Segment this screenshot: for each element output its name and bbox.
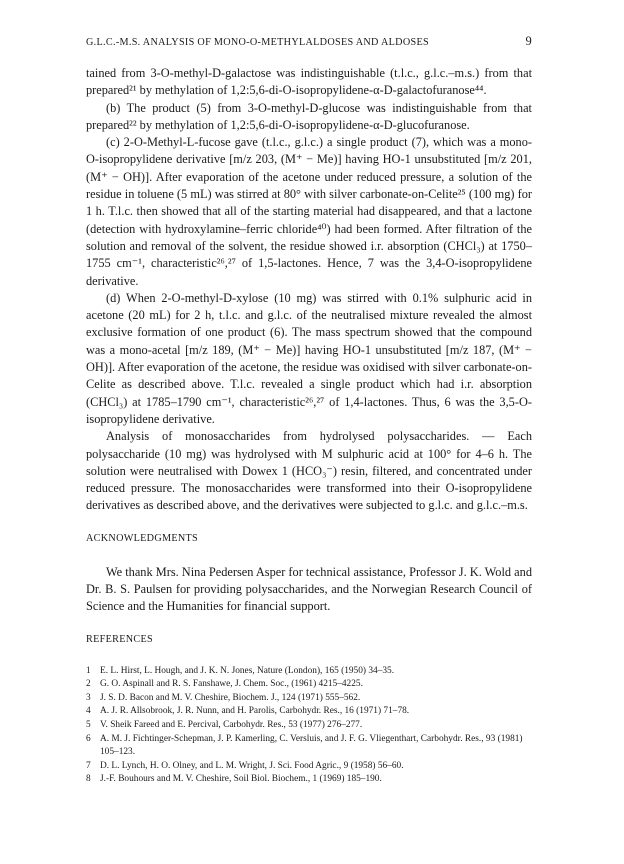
- reference-item: [86, 773, 532, 787]
- paragraph-continuation: tained from 3-O-methyl-D-galactose was indistinguishable (t.l.c., g.l.c.–m.s.) from that prepared²¹ by methylation of 1,2:5,6-di-O-isopropylidene-α-D-galactofuranose⁴⁴.: [86, 66, 532, 98]
- reference-item: [86, 692, 532, 706]
- reference-text: J. S. D. Bacon and M. V. Cheshire, Biochem. J., 124 (1971) 555–562.: [100, 692, 361, 703]
- reference-number: 4: [86, 706, 91, 717]
- paragraph-analysis: Analysis of monosaccharides from hydrolysed polysaccharides. — Each polysaccharide (10 mg) was hydrolysed with M sulphuric acid at 100° for 4–6 h. The solution were neutralised with Dowex 1 (HCO₃⁻) resin, filtered, and concentrated under reduced pressure. The monosaccharides were transformed into their O-isopropylidene derivatives as described above, and the derivatives were subjected to g.l.c. and g.l.c.–m.s.: [86, 429, 532, 513]
- reference-text: A. M. J. Fichtinger-Schepman, J. P. Kamerling, C. Versluis, and J. F. G. Vliegenthart, Carbohydr. Res., 93 (1981) 105–123.: [100, 733, 523, 758]
- reference-text: E. L. Hirst, L. Hough, and J. K. N. Jones, Nature (London), 165 (1950) 34–35.: [100, 665, 395, 676]
- reference-item: [86, 665, 532, 679]
- reference-number: 8: [86, 774, 91, 785]
- running-header: [86, 34, 532, 49]
- reference-number: 7: [86, 760, 91, 771]
- reference-item: [86, 719, 532, 733]
- page: [86, 34, 532, 787]
- reference-item: [86, 678, 532, 692]
- reference-item: [86, 733, 532, 760]
- paragraph-c: (c) 2-O-Methyl-L-fucose gave (t.l.c., g.l.c.) a single product (7), which was a mono-O-isopropylidene derivative [m/z 203, (M⁺ − Me)] having HO-1 unsubstituted [m/z 201, (M⁺ − OH)]. After evaporation of the acetone under reduced pressure, a solution of the residue in toluene (5 mL) was stirred at 80° with silver carbonate-on-Celite²⁵ (100 mg) for 1 h. T.l.c. then showed that all of the starting material had disappeared, and that a lactone (detection with hydroxylamine–ferric chloride⁴⁰) had been formed. After filtration of the solution and removal of the solvent, the residue showed i.r. absorption (CHCl₃) at 1750–1755 cm⁻¹, characteristic²⁶,²⁷ of 1,5-lactones. Hence, 7 was the 3,4-O-isopropylidene derivative.: [86, 135, 532, 288]
- reference-number: 5: [86, 719, 91, 730]
- reference-number: 2: [86, 679, 91, 690]
- paragraph-b: (b) The product (5) from 3-O-methyl-D-glucose was indistinguishable from that prepared²² by methylation of 1,2:5,6-di-O-isopropylidene-α-D-glucofuranose.: [86, 100, 532, 132]
- acknowledgments-text: We thank Mrs. Nina Pedersen Asper for technical assistance, Professor J. K. Wold and Dr. B. S. Paulsen for providing polysaccharides, and the Norwegian Research Council of Science and the Humanities for financial support.: [86, 564, 532, 614]
- reference-list: [86, 665, 532, 787]
- reference-number: 1: [86, 665, 91, 676]
- acknowledgments-heading: ACKNOWLEDGMENTS: [86, 532, 199, 544]
- reference-item: [86, 760, 532, 774]
- references-heading: REFERENCES: [86, 633, 153, 645]
- running-title: G.L.C.-M.S. ANALYSIS OF MONO-O-METHYLALDOSES AND ALDOSES: [86, 37, 429, 48]
- reference-number: 3: [86, 692, 91, 703]
- reference-text: V. Sheik Fareed and E. Percival, Carbohydr. Res., 53 (1977) 276–277.: [100, 719, 363, 730]
- reference-text: G. O. Aspinall and R. S. Fanshawe, J. Chem. Soc., (1961) 4215–4225.: [100, 679, 363, 690]
- reference-text: J.-F. Bouhours and M. V. Cheshire, Soil Biol. Biochem., 1 (1969) 185–190.: [100, 774, 382, 785]
- paragraph-d: (d) When 2-O-methyl-D-xylose (10 mg) was stirred with 0.1% sulphuric acid in acetone (20 mL) for 2 h, t.l.c. and g.l.c. of the neutralised mixture revealed the almost exclusive formation of one product (6). The mass spectrum showed that the compound was a mono-acetal [m/z 189, (M⁺ − Me)] having HO-1 unsubstituted [m/z 187, (M⁺ − OH)]. After evaporation of the acetone, the residue was oxidised with silver carbonate-on-Celite as described above. T.l.c. revealed a single product which had i.r. absorption (CHCl₃) at 1785–1790 cm⁻¹, characteristic²⁶,²⁷ of 1,4-lactones. Thus, 6 was the 3,5-O-isopropylidene derivative.: [86, 290, 532, 426]
- reference-item: [86, 705, 532, 719]
- reference-text: A. J. R. Allsobrook, J. R. Nunn, and H. Parolis, Carbohydr. Res., 16 (1971) 71–78.: [100, 706, 410, 717]
- page-number: 9: [525, 34, 532, 48]
- reference-number: 6: [86, 733, 91, 744]
- body-text: [86, 65, 532, 515]
- reference-text: D. L. Lynch, H. O. Olney, and L. M. Wright, J. Sci. Food Agric., 9 (1958) 56–60.: [100, 760, 404, 771]
